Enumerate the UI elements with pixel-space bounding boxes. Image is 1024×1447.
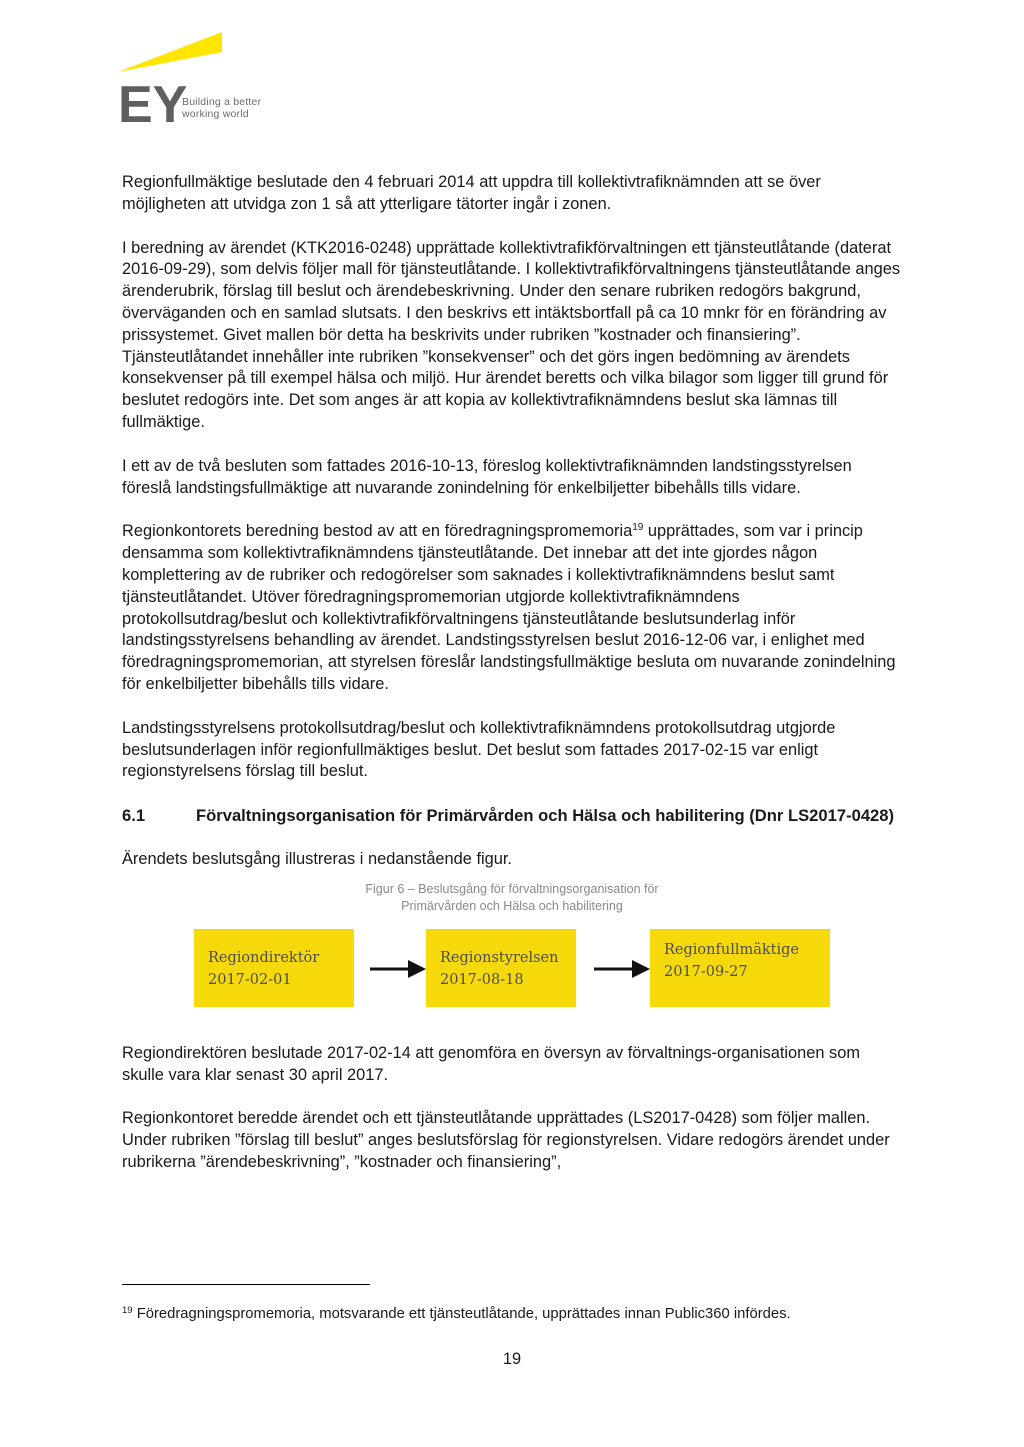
section-heading bbox=[122, 805, 902, 827]
paragraph-7: Regiondirektören beslutade 2017-02-14 att genomföra en översyn av förvaltnings-organisationen som skulle vara klar senast 30 april 2017. bbox=[122, 1043, 861, 1084]
flow-step-3 bbox=[650, 929, 830, 1007]
arrow-right-icon bbox=[594, 959, 650, 979]
ey-logo bbox=[118, 30, 298, 130]
paragraph-6: Ärendets beslutsgång illustreras i nedanstående figur. bbox=[122, 849, 512, 868]
paragraph-5: Landstingsstyrelsens protokollsutdrag/beslut och kollektivtrafiknämndens protokollsutdrag utgjorde beslutsunderlagen inför regionfullmäktiges beslut. Det beslut som fattades 2017-02-15 var enligt regionstyrelsens förslag till beslut. bbox=[122, 718, 836, 781]
ey-tagline bbox=[182, 96, 261, 120]
flow-step-1-name: Regiondirektör bbox=[208, 949, 320, 966]
flow-step-2-name: Regionstyrelsen bbox=[440, 949, 559, 966]
figure-decision-flow bbox=[122, 881, 902, 1029]
ey-letters: EY bbox=[118, 76, 188, 130]
page-number: 19 bbox=[502, 1350, 522, 1368]
paragraph-3: I ett av de två besluten som fattades 2016-10-13, föreslog kollektivtrafiknämnden landstingsstyrelsen föreslå landstingsfullmäktige att nuvarande zonindelning för enkelbiljetter bibehålls tills vidare. bbox=[122, 456, 852, 497]
tagline-line2: working world bbox=[182, 108, 249, 120]
figure-caption-line1: Figur 6 – Beslutsgång för förvaltningsorganisation för bbox=[365, 881, 659, 896]
footnote-number: 19 bbox=[122, 1305, 133, 1316]
flow-step-3-date: 2017-09-27 bbox=[664, 963, 748, 980]
section-number: 6.1 bbox=[122, 806, 146, 826]
flow-step-3-name: Regionfullmäktige bbox=[664, 941, 799, 958]
flow-diagram bbox=[122, 929, 902, 1029]
figure-caption-line2: Primärvården och Hälsa och habilitering bbox=[401, 898, 623, 913]
paragraph-4-before: Regionkontorets beredning bestod av att en föredragningspromemoria bbox=[122, 522, 633, 541]
flow-step-1-date: 2017-02-01 bbox=[208, 971, 292, 988]
paragraph-4-after: upprättades, som var i princip densamma som kollektivtrafiknämndens tjänsteutlåtande. Det innebar att det inte gjordes någon komplettering av de rubriker och redogörelser som saknades i kollektivtrafiknämndens beslut samt tjänsteutlåtandet. Utöver föredragningspromemorian utgjorde kollektivtrafiknämndens protokollsutdrag/beslut och kollektivtrafikförvaltningens tjänsteutlåtande beslutsunderlag inför landstingsstyrelsens behandling av ärendet. Landstingsstyrelsen beslut 2016-12-06 var, i enlighet med föredragningspromemorian, att styrelsen föreslår landstingsfullmäktige besluta om nuvarande zonindelning för enkelbiljetter bibehålls tills vidare. bbox=[122, 522, 896, 693]
arrow-right-icon bbox=[370, 959, 426, 979]
flow-step-2 bbox=[426, 929, 576, 1007]
tagline-line1: Building a better bbox=[182, 96, 262, 108]
paragraph-1: Regionfullmäktige beslutade den 4 februari 2014 att uppdra till kollektivtrafiknämnden att se över möjligheten att utvidga zon 1 så att ytterligare tätorter ingår i zonen. bbox=[122, 173, 821, 213]
paragraph-2: I beredning av ärendet (KTK2016-0248) upprättade kollektivtrafikförvaltningen ett tjänsteutlåtande (daterat 2016-09-29), som delvis följer mall för tjänsteutlåtande. I kollektivtrafikförvaltningens tjänsteutlåtande anges ärenderubrik, förslag till beslut och ärendebeskrivning. Under den senare rubriken redogörs bakgrund, överväganden och en samlad slutsats. I den beskrivs ett intäktsbortfall på ca 10 mnkr för en förändring av prissystemet. Givet mallen bör detta ha beskrivits under rubriken ”kostnader och finansiering”. Tjänsteutlåtandet innehåller inte rubriken ”konsekvenser” och det görs ingen bedömning av ärendets konsekvenser på till exempel hälsa och miljö. Hur ärendet beretts och vilka bilagor som ligger till grund för beslutet redogörs inte. Det som anges är att kopia av kollektivtrafiknämndens beslut ska lämnas till fullmäktige. bbox=[122, 238, 901, 431]
section-title: Förvaltningsorganisation för Primärvården och Hälsa och habilitering (Dnr LS2017-0428) bbox=[196, 806, 895, 826]
footnote bbox=[122, 1304, 791, 1324]
ey-beam-icon bbox=[118, 32, 222, 72]
paragraph-8: Regionkontoret beredde ärendet och ett tjänsteutlåtande upprättades (LS2017-0428) som följer mallen. Under rubriken ”förslag till beslut” anges beslutsförslag för regionstyrelsen. Vidare redogörs ärendet under rubrikerna ”ärendebeskrivning”, ”kostnader och finansiering”, bbox=[122, 1109, 890, 1171]
document-body bbox=[122, 172, 902, 1196]
paragraph-4 bbox=[122, 521, 902, 695]
footnote-separator bbox=[122, 1284, 370, 1285]
flow-step-1 bbox=[194, 929, 354, 1007]
flow-step-2-date: 2017-08-18 bbox=[440, 971, 524, 988]
footnote-text: Föredragningspromemoria, motsvarande ett tjänsteutlåtande, upprättades innan Public360 infördes. bbox=[132, 1306, 791, 1322]
figure-caption bbox=[122, 881, 902, 915]
footnote-ref[interactable]: 19 bbox=[632, 522, 644, 534]
